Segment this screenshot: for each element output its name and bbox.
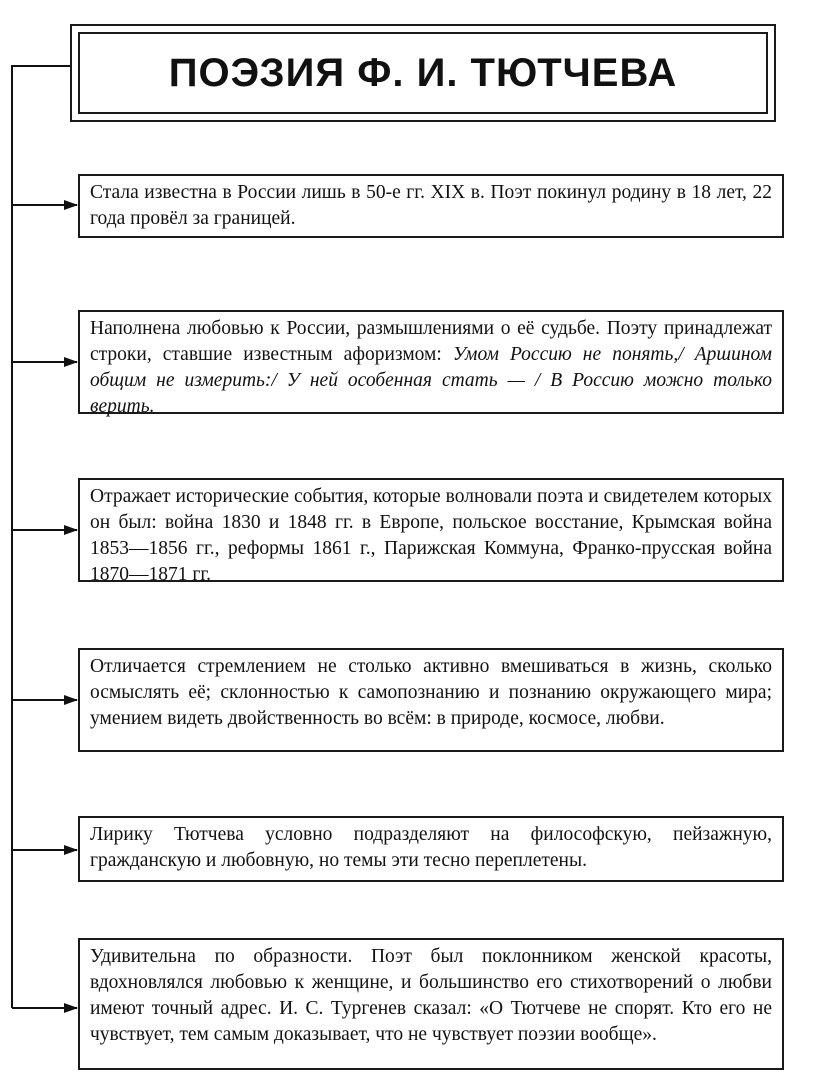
item-text-2-plain: Наполнена любовью к России, размышлениями о её судьбе. Поэту принадлежат строки, ставшие известным афоризмом:: [90, 318, 772, 365]
item-box-6: [78, 938, 784, 1070]
item-text-4: Отличается стремлением не столько активно вмешиваться в жизнь, сколько осмыслять её; склонностью к самопознанию и познанию окружающего мира; умением видеть двойственность во всём: в природе, космосе, любви.: [90, 656, 772, 729]
title-inner-frame: [78, 32, 768, 114]
item-text-2-italic: Умом Россию не понять,/ Аршином общим не измерить:/ У ней особенная стать — / В Россию можно только верить.: [90, 344, 772, 417]
item-box-5: [78, 816, 784, 882]
item-box-4: [78, 648, 784, 752]
item-text-6: Удивительна по образности. Поэт был поклонником женской красоты, вдохновлялся любовью к женщине, и большинство его стихотворений о любви имеют точный адрес. И. С. Тургенев сказал: «О Тютчеве не спорят. Кто его не чувствует, тем самым доказывает, что не чувствует поэзии вообще».: [90, 946, 772, 1045]
title-connector: [12, 66, 70, 1008]
item-text-5: Лирику Тютчева условно подразделяют на философскую, пейзажную, гражданскую и любовную, но темы эти тесно переплетены.: [90, 824, 772, 871]
item-text-3: Отражает исторические события, которые волновали поэта и свидетелем которых он был: война 1830 и 1848 гг. в Европе, польское восстание, Крымская война 1853—1856 гг., реформы 1861 г., Парижская Коммуна, Франко-прусская война 1870—1871 гг.: [90, 486, 772, 585]
item-box-2: [78, 310, 784, 417]
page-title: ПОЭЗИЯ Ф. И. ТЮТЧЕВА: [168, 50, 678, 95]
item-text-1: Стала известна в России лишь в 50-е гг. XIX в. Поэт покинул родину в 18 лет, 22 года провёл за границей.: [90, 182, 772, 229]
item-box-3: [78, 478, 784, 585]
title-frame: [70, 24, 776, 122]
item-box-1: [78, 174, 784, 238]
